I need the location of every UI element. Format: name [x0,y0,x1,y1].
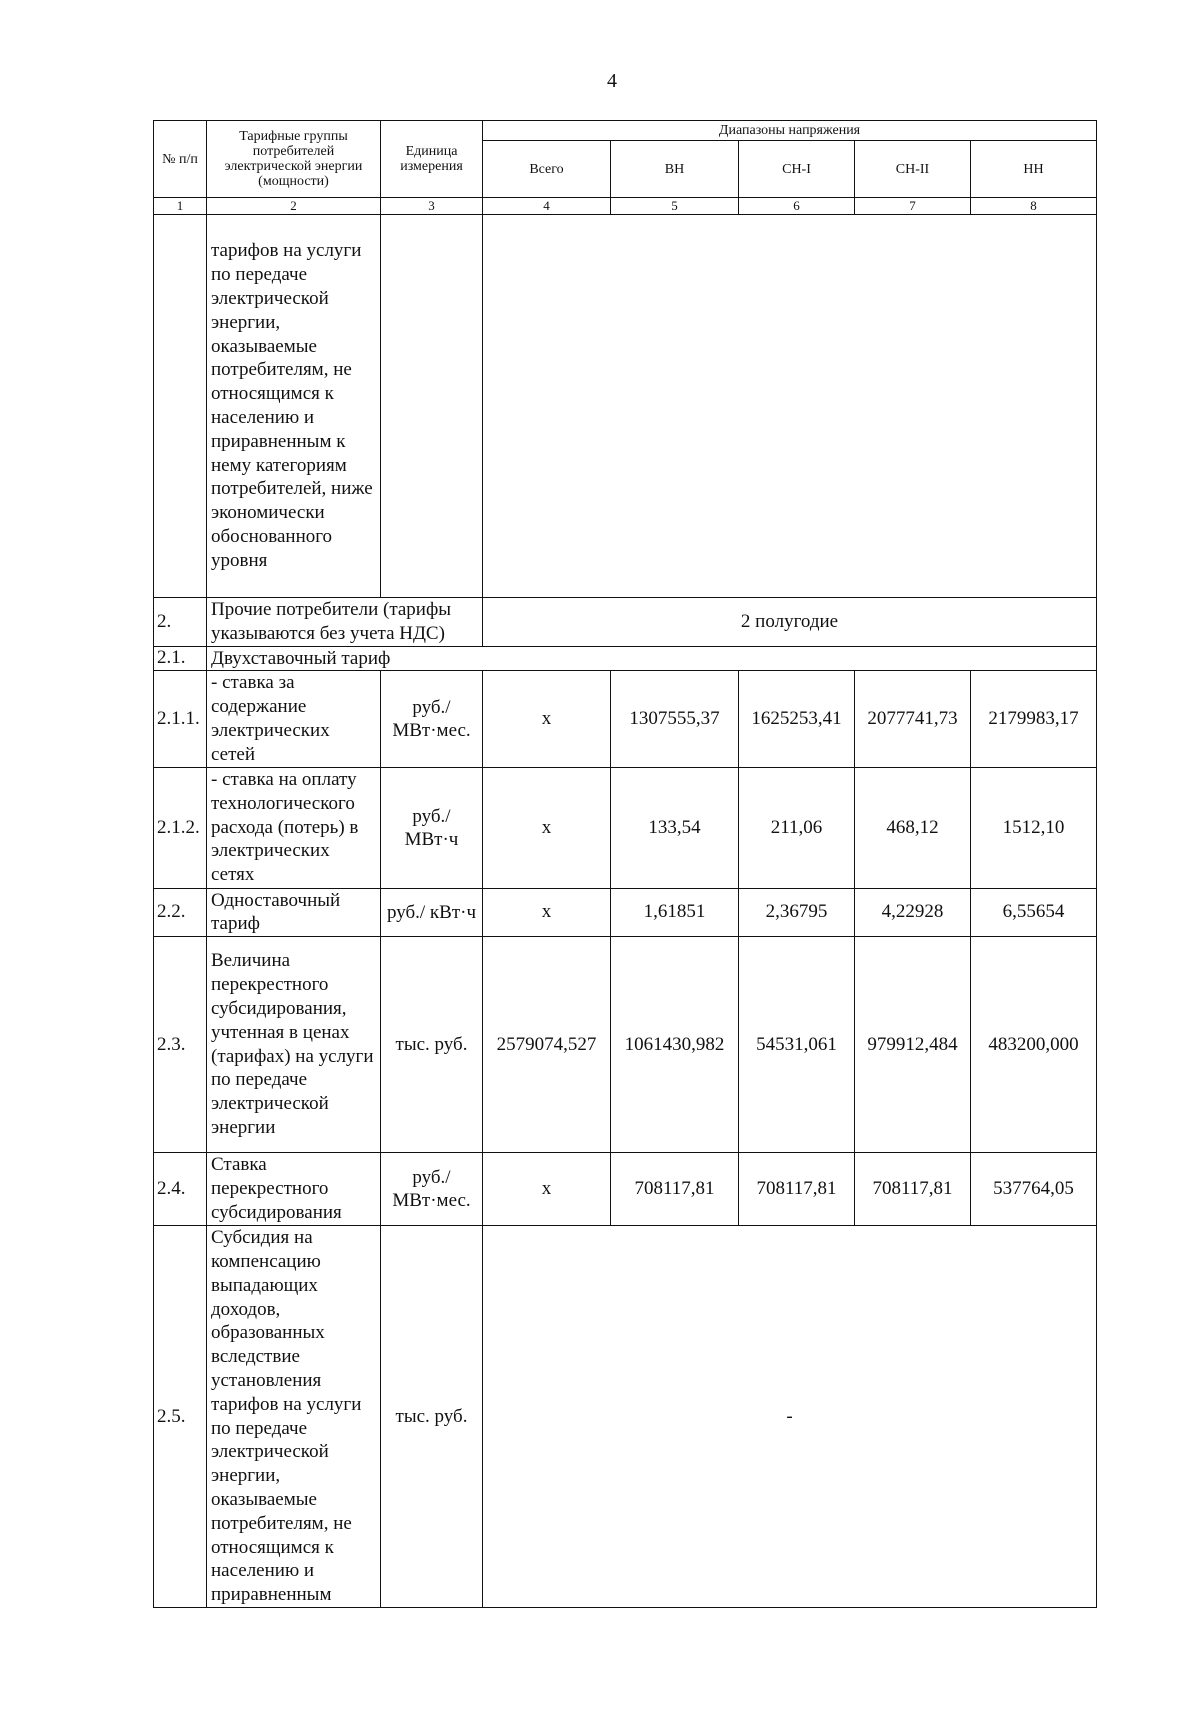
header-sn2: СН-II [855,141,971,198]
row-name: Субсидия на компенсацию выпадающих доходов, образованных вследствие установления тарифов на услуги по передаче электрической энергии, оказываемые потребителям, не относящимся к населению и приравненным [207,1226,381,1608]
row-unit: руб./ МВт·мес. [381,1153,483,1226]
table-row-2-1-2 [154,767,1097,888]
header-row-1 [154,121,1097,141]
column-number: 2 [207,198,381,215]
value-vn: 1,61851 [611,888,739,937]
row-number: 2.1. [154,646,207,671]
value-sn2: 979912,484 [855,937,971,1153]
header-vn: ВН [611,141,739,198]
value-vn: 708117,81 [611,1153,739,1226]
value-vn: 133,54 [611,767,739,888]
value-vn: 1061430,982 [611,937,739,1153]
value-sn1: 211,06 [739,767,855,888]
row-name: Величина перекрестного субсидирования, учтенная в ценах (тарифах) на услуги по передаче электрической энергии [207,937,381,1153]
column-number: 5 [611,198,739,215]
header-voltage-ranges: Диапазоны напряжения [483,121,1097,141]
header-tariff-groups: Тарифные группы потребителей электрической энергии (мощности) [207,121,381,198]
page-number: 4 [607,70,617,92]
row-name: Двухставочный тариф [207,646,1097,671]
table-row-2-3 [154,937,1097,1153]
table-row-2-4 [154,1153,1097,1226]
column-number: 3 [381,198,483,215]
row-number: 2.3. [154,937,207,1153]
value-total: x [483,888,611,937]
row-unit: тыс. руб. [381,937,483,1153]
header-nn: НН [971,141,1097,198]
value-sn2: 468,12 [855,767,971,888]
row-number: 2. [154,598,207,647]
row-number: 2.4. [154,1153,207,1226]
table-row-2 [154,598,1097,647]
value-sn2: 708117,81 [855,1153,971,1226]
column-number: 4 [483,198,611,215]
row-unit: руб./ МВт·ч [381,767,483,888]
row-name: - ставка на оплату технологического расхода (потерь) в электрических сетях [207,767,381,888]
value-total: x [483,767,611,888]
value-nn: 483200,000 [971,937,1097,1153]
period-label: 2 полугодие [483,598,1097,647]
value-sn1: 1625253,41 [739,671,855,767]
row-name: Одноставочный тариф [207,888,381,937]
row-unit: тыс. руб. [381,1226,483,1608]
table-row-2-5 [154,1226,1097,1608]
value-nn: 537764,05 [971,1153,1097,1226]
row-number: 2.2. [154,888,207,937]
row-name: Прочие потребители (тарифы указываются без учета НДС) [207,598,483,647]
tariff-table [153,120,1097,1608]
value-sn1: 2,36795 [739,888,855,937]
row-merged-value [483,215,1097,598]
value-total: 2579074,527 [483,937,611,1153]
row-number: 2.5. [154,1226,207,1608]
table-row-2-1-1 [154,671,1097,767]
row-unit [381,215,483,598]
value-total: x [483,671,611,767]
value-nn: 2179983,17 [971,671,1097,767]
column-number: 8 [971,198,1097,215]
value-sn1: 54531,061 [739,937,855,1153]
value-vn: 1307555,37 [611,671,739,767]
header-sn1: СН-I [739,141,855,198]
column-number-row [154,198,1097,215]
header-total: Всего [483,141,611,198]
row-number [154,215,207,598]
row-merged-value: - [483,1226,1097,1608]
value-total: x [483,1153,611,1226]
row-number: 2.1.2. [154,767,207,888]
column-number: 7 [855,198,971,215]
header-unit: Единица измерения [381,121,483,198]
row-unit: руб./ кВт·ч [381,888,483,937]
column-number: 1 [154,198,207,215]
table-row-2-1 [154,646,1097,671]
table-row-2-2 [154,888,1097,937]
value-nn: 1512,10 [971,767,1097,888]
row-name: - ставка за содержание электрических сетей [207,671,381,767]
value-sn2: 2077741,73 [855,671,971,767]
table-row-continuation [154,215,1097,598]
row-unit: руб./ МВт·мес. [381,671,483,767]
value-sn2: 4,22928 [855,888,971,937]
value-sn1: 708117,81 [739,1153,855,1226]
row-number: 2.1.1. [154,671,207,767]
column-number: 6 [739,198,855,215]
row-name: тарифов на услуги по передаче электрической энергии, оказываемые потребителям, не относящимся к населению и приравненным к нему категориям потребителей, ниже экономически обоснованного уровня [207,215,381,598]
header-number: № п/п [154,121,207,198]
value-nn: 6,55654 [971,888,1097,937]
row-name: Ставка перекрестного субсидирования [207,1153,381,1226]
